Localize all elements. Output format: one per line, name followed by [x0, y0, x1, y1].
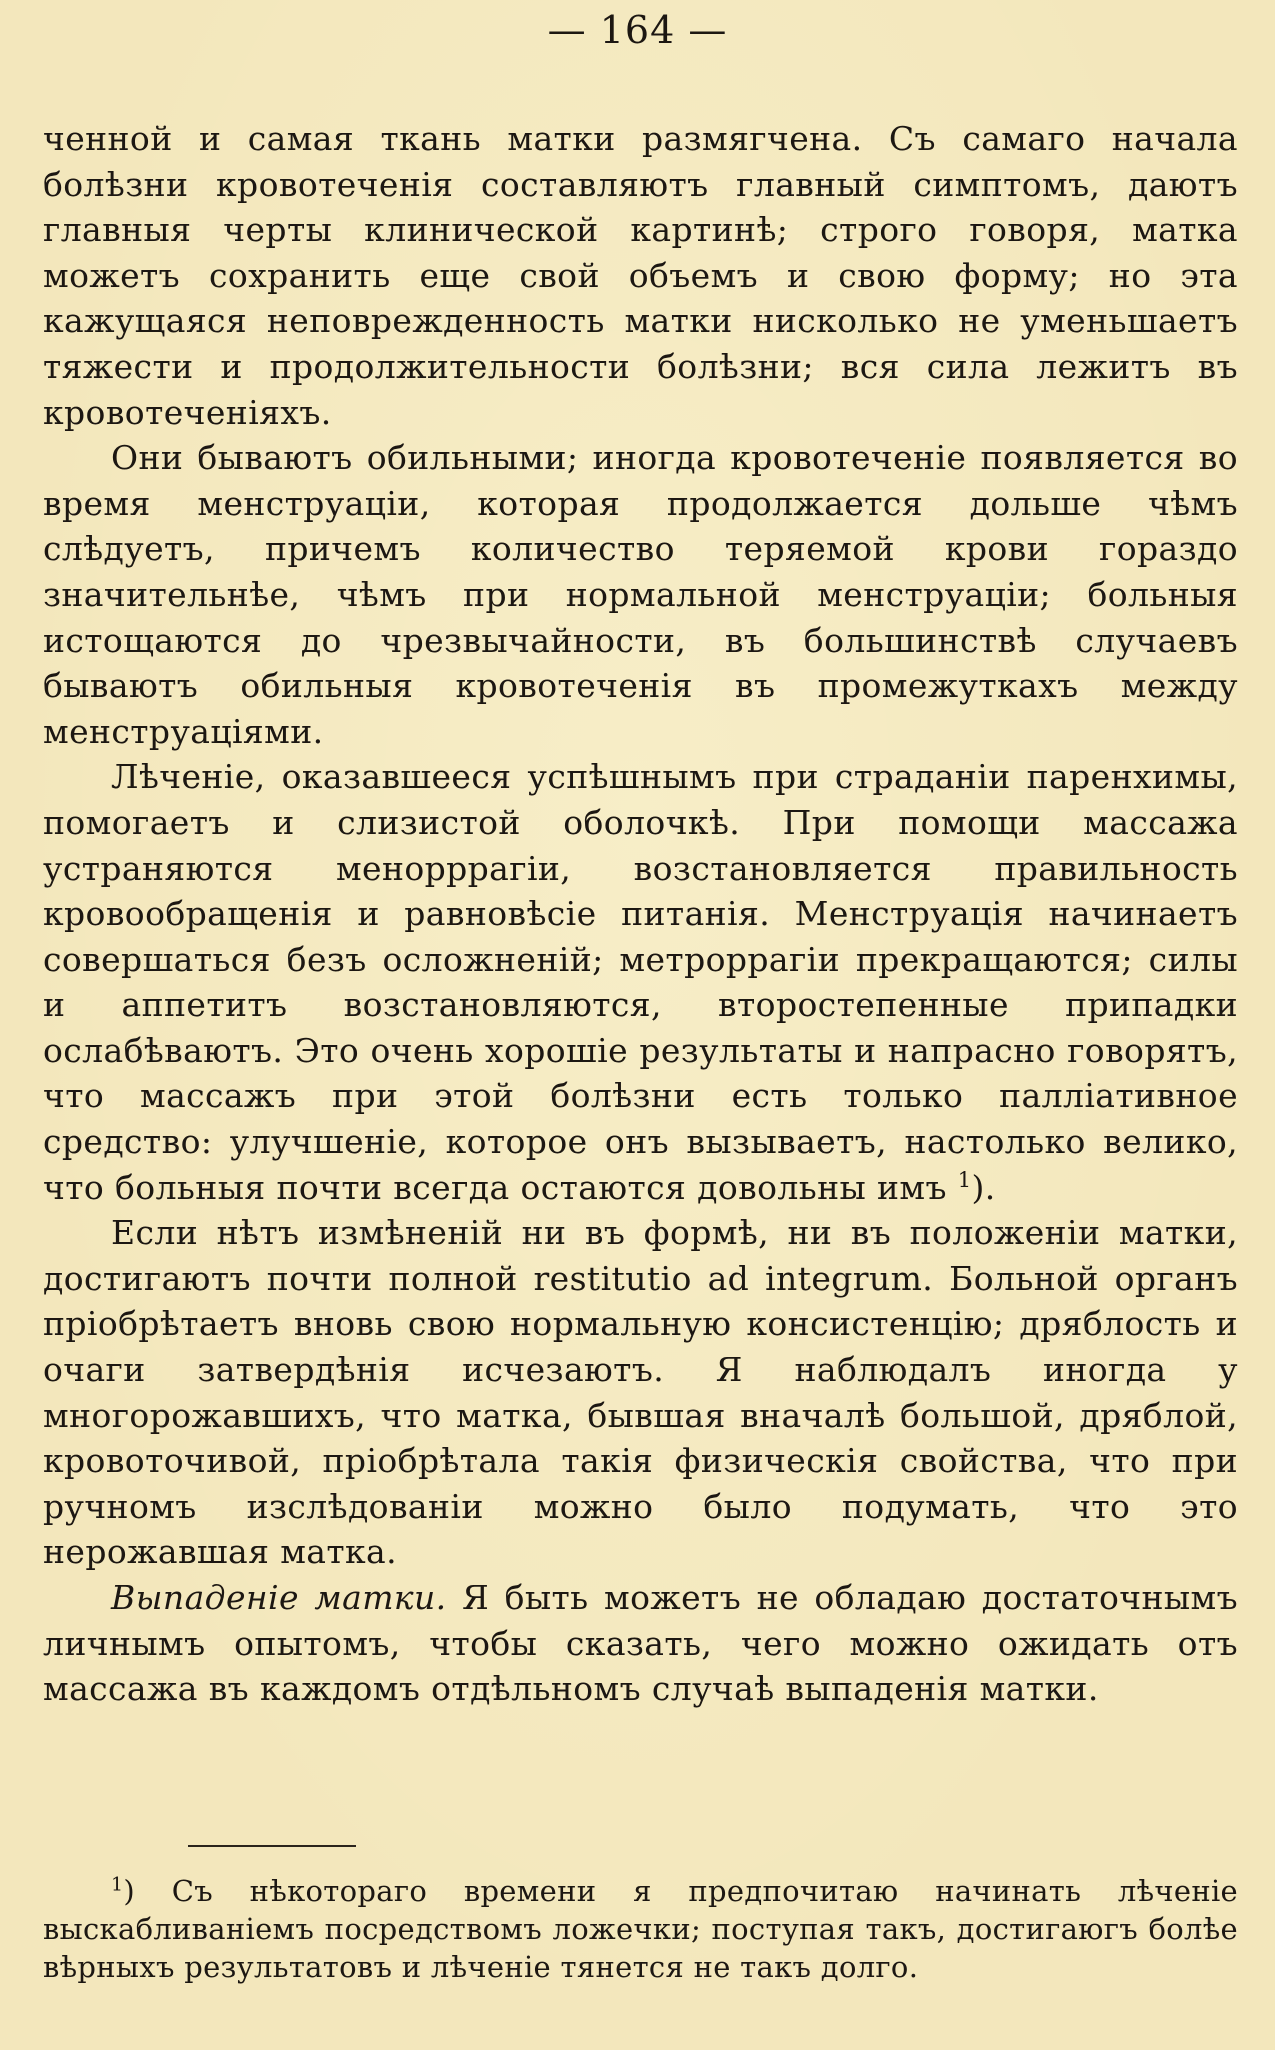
main-text	[43, 116, 1238, 1712]
section-heading: Выпаденіе матки.	[111, 1578, 447, 1617]
paragraph-3	[43, 754, 1238, 1210]
footnote-divider	[188, 1845, 356, 1847]
paragraph-4: Если нѣтъ измѣненій ни въ формѣ, ни въ положеніи матки, достигаютъ почти полной restitutio ad integrum. Больной органъ пріобрѣтаетъ вновь свою нормальную консистенцію; дряблость и очаги затвердѣнія исчезаютъ. Я наблюдалъ иногда у многорожавшихъ, что матка, бывшая вначалѣ большой, дряблой, кровоточивой, пріобрѣтала такія физическія свойства, что при ручномъ изслѣдованіи можно было подумать, что это нерожавшая матка.	[43, 1213, 1238, 1572]
paragraph-2: Они бываютъ обильными; иногда кровотеченіе появляется во время менструаціи, которая продолжается дольше чѣмъ слѣдуетъ, причемъ количество теряемой крови гораздо значительнѣе, чѣмъ при нормальной менструаціи; больныя истощаются до чрезвычайности, въ большинствѣ случаевъ бываютъ обильныя кровотеченія въ промежуткахъ между менструаціями.	[43, 438, 1238, 751]
paragraph-3-end: ).	[971, 1167, 996, 1207]
paragraph-5-text: Я быть можетъ не обладаю достаточнымъ личнымъ опытомъ, чтобы сказать, чего можно ожидать отъ массажа въ каждомъ отдѣльномъ случаѣ выпаденія матки.	[43, 1578, 1239, 1709]
footnote-text: ) Съ нѣкотораго времени я предпочитаю начинать лѣченіе выскабливаніемъ посредствомъ ложечки; поступая такъ, достигаюгъ болѣе вѣрныхъ результатовъ и лѣченіе тянется не такъ долго.	[43, 1874, 1238, 1984]
paragraph-1: ченной и самая ткань матки размягчена. Съ самаго начала болѣзни кровотеченія составляютъ главный симптомъ, даютъ главныя черты клинической картинѣ; строго говоря, матка можетъ сохранить еще свой объемъ и свою форму; но эта кажущаяся неповрежденность матки нисколько не уменьшаетъ тяжести и продолжительности болѣзни; вся сила лежитъ въ кровотеченіяхъ.	[43, 119, 1238, 432]
page-number: — 164 —	[547, 8, 728, 52]
paragraph-5	[43, 1575, 1238, 1712]
paragraph-3-text: Лѣченіе, оказавшееся успѣшнымъ при страданіи паренхимы, помогаетъ и слизистой оболочкѣ. При помощи массажа устраняются менорррагіи, возстановляется правильность кровообращенія и равновѣсіе питанія. Менструація начинаетъ совершаться безъ осложненій; метроррагіи прекращаются; силы и аппетитъ возстановляются, второстепенные припадки ослабѣваютъ. Это очень хорошіе результаты и напрасно говорятъ, что массажъ при этой болѣзни есть только палліативное средство: улучшеніе, которое онъ вызываетъ, настолько велико, что больныя почти всегда остаются довольны имъ	[43, 757, 1238, 1207]
footnote-mark: 1	[111, 1873, 124, 1896]
footnote	[43, 1872, 1238, 1986]
footnote-reference: 1	[957, 1167, 972, 1192]
